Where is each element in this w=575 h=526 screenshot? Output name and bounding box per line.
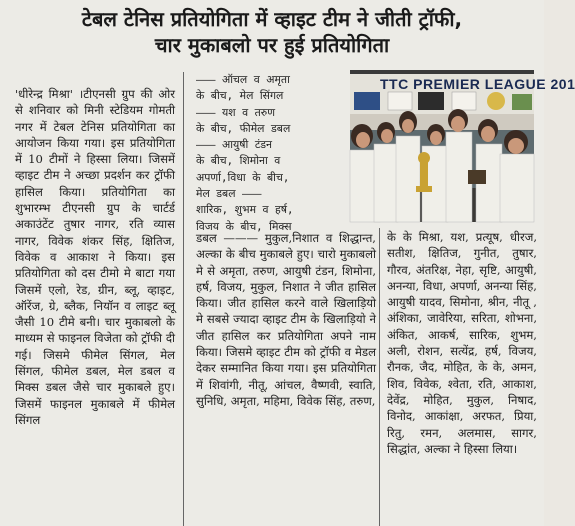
col2-line: ——— ऑचल व अमृता [196,73,290,86]
column-divider-1 [183,72,184,526]
col2-line: मेल डबल ——— [196,187,262,201]
team-photo [350,70,575,222]
article-column-2-bottom: डबल ——— मुकुल,निशात व शिद्धान्त, अल्का के बीच मुकाबले हुए। चारो मुकाबलो मे से अमृता, तरुण, आयुषी टंडन, शिमोना, हर्ष, विजय, मुकुल, निशात ने जीत हासिल किया। जीत हासिल करने वाले खिलाड़ियो मे सबसे ज्यादा व्हाइट टीम के खिलाड़ियो ने जीत हासिल कर प्रतियोगिता अपने नाम किया। जिसमे व्हाइट टीम को ट्रॉफी व मेडल देकर सम्मानित किया गया। इस प्रतियोगिता में शिवांगी, नीतू, आंचल, वैष्णवी, स्वाति, सुनिधि, अमृता, महिमा, विवेक सिंह, तरुण, [196,231,376,408]
article-column-1: 'धीरेन्द्र मिश्रा' ।टीएनसी ग्रुप की ओर से शनिवार को मिनी स्टेडियम गोमती नगर में टेबल टेनिस प्रतियोगिता का आयोजन किया गया। इस प्रतियोगिता में 10 टीमों ने हिस्सा लिया। जिसमें व्हाइट टीम ने अच्छा प्रदर्शन कर ट्रॉफी हासिल किया। प्रतियोगिता का शुभारम्भ टीएनसी ग्रुप के चार्टर्ड अकाउंटेंट तुषार नागर, रति व्यास नागर, विवेक शंकर सिंह, क्षितिज, विवेक व आकाश ने किया। इस प्रतियोगिता को दस टीमो मे बाटा गया जिसमें एलो, रेड, ग्रीन, ब्लू, व्हाइट, ऑरेंज, ग्रे, ब्लैक, नियॉन व लाइट ब्लू जैसी 10 टीमे बनी। चार मुकाबलो के माध्यम से फाइनल विजेता को ट्रॉफी दी गई। जिसमे फीमेल सिंगल, मेल सिंगल, फीमेल डबल, मेल डबल व मिक्स डबल जैसे चार मुकाबले हुए। जिसमें फाइनल मुकाबले में फीमेल सिंगल [15,87,175,427]
col2-line: अपर्णा,विधा के बीच, [196,170,290,184]
photo-banner-text: TTC PREMIER LEAGUE 201 [380,76,575,92]
col2-line: के बीच, शिमोना व [196,154,281,168]
headline [0,6,544,58]
headline-line-1: टेबल टेनिस प्रतियोगिता में व्हाइट टीम ने जीती ट्रॉफी, [81,7,463,31]
col2-line: के बीच, मेल सिंगल [196,89,284,103]
headline-line-2: चार मुकाबलो पर हुई प्रतियोगिता [154,33,390,57]
article-column-2-top [196,72,361,233]
team-photo-image [350,70,534,222]
col2-line: के बीच, फीमेल डबल [196,121,291,135]
col2-line: विजय के बीच, मिक्स [196,219,292,233]
col2-line: शारिक, शुभम व हर्ष, [196,203,294,217]
article-column-3: के के मिश्रा, यश, प्रत्यूष, धीरज, सतीश, क्षितिज, गुनीत, तुषार, गौरव, अंतरिक्ष, नेहा, सृष्टि, आयुषी, अनन्या, विधा, अपर्णा, अनन्या सिंह, आयुषी यादव, सिमोना, श्रीन, नीतू , अंशिका, जावेरिया, सरिता, शोभना, अंकित, आकर्ष, सारिक, शुभम, अली, रोशन, सत्येंद्र, हर्ष, विजय, रौनक, जैद, मोहित, के के, अमन, शिव, विवेक, श्वेता, रति, आकाश, देवेंद्र, मोहित, मुकुल, निषाद, विनोद, आकांक्षा, अरफत, प्रिया, रितु, रमन, अलमास, सागर, सिद्धांत, अल्का ने हिस्सा लिया। [387,230,537,456]
col2-line: ——— आयुषी टंडन [196,138,273,152]
col2-line: ——— यश व तरुण [196,105,276,119]
column-divider-2 [379,228,380,526]
